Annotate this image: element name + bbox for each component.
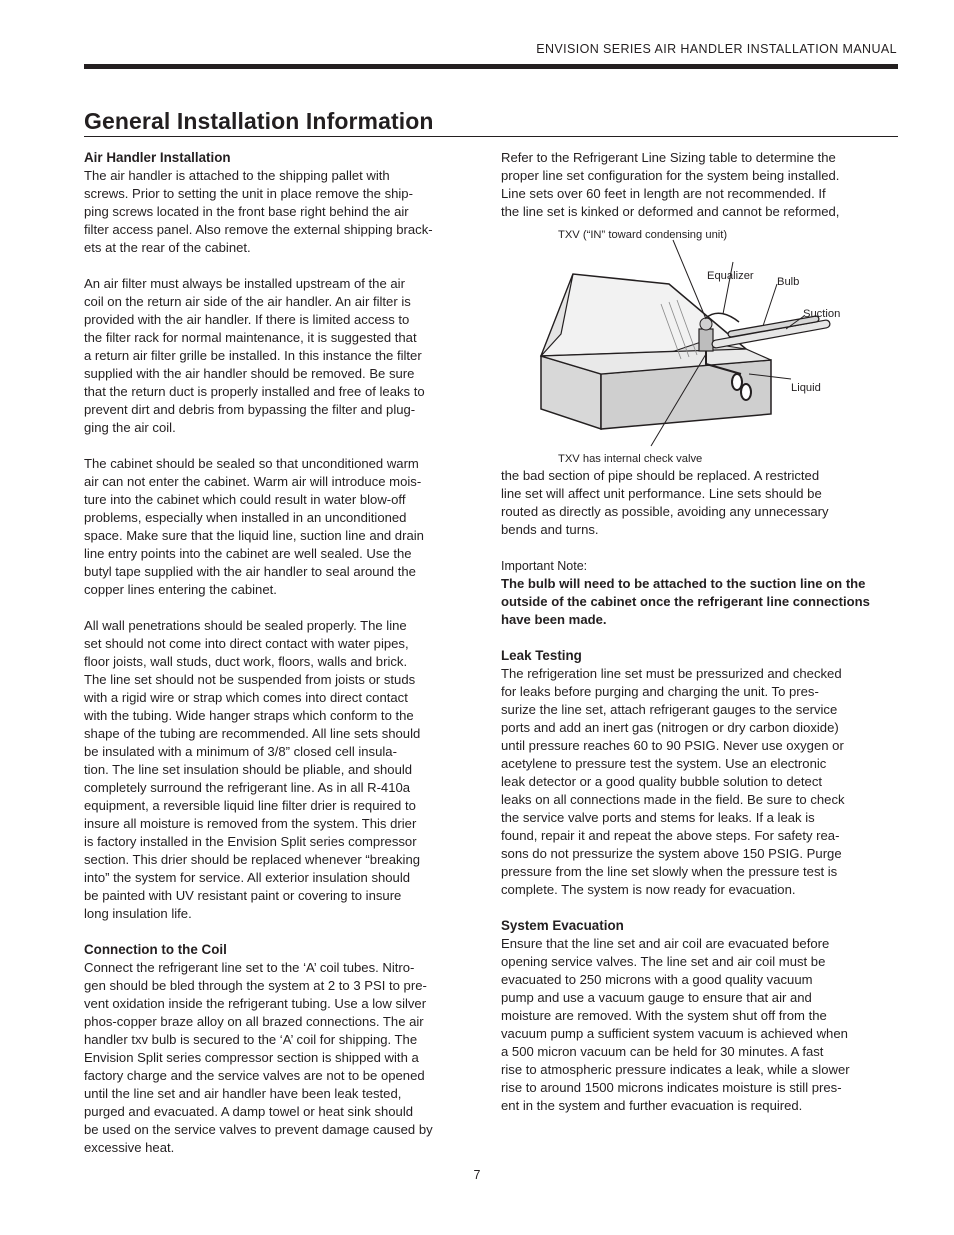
text-line: ent in the system and further evacuation is required. [501,1098,803,1113]
text-line: The cabinet should be sealed so that unconditioned warm [84,456,419,471]
text-line: handler txv bulb is secured to the ‘A’ coil for shipping. The [84,1032,418,1047]
text-line: butyl tape supplied with the air handler to seal around the [84,564,416,579]
text-line: section. This drier should be replaced whenever “breaking [84,852,421,867]
text-line: ging the air coil. [84,420,176,435]
text-line: purged and evacuated. A damp towel or heat sink should [84,1104,414,1119]
text-line: gen should be bled through the system at 2 to 3 PSI to pre- [84,978,427,993]
text-line: space. Make sure that the liquid line, suction line and drain [84,528,424,543]
label-equalizer: Equalizer [707,270,754,282]
manual-header-title: ENVISION SERIES AIR HANDLER INSTALLATION MANUAL [536,42,897,56]
section-heading-leak-testing: Leak Testing [501,648,582,663]
text-line: Line sets over 60 feet in length are not recommended. If [501,186,826,201]
text-line: for leaks before purging and charging the unit. To pres- [501,684,819,699]
text-line: is factory installed in the Envision Split series compressor [84,834,417,849]
text-line: line set will affect unit performance. Line sets should be [501,486,822,501]
text-line: be painted with UV resistant paint or covering to insure [84,888,402,903]
text-line: the service valve ports and stems for leaks. If a leak is [501,810,815,825]
figure-top-caption: TXV (“IN” toward condensing unit) [558,229,728,241]
text-line: excessive heat. [84,1140,175,1155]
text-line: the bad section of pipe should be replaced. A restricted [501,468,820,483]
txv-figure [501,224,901,467]
text-line: outside of the cabinet once the refrigerant line connections [501,594,870,609]
text-line: proper line set configuration for the system being installed. [501,168,840,183]
text-line: into” the system for service. All exterior insulation should [84,870,411,885]
text-line: ture into the cabinet which could result in water blow-off [84,492,406,507]
text-line: routed as directly as possible, avoiding any unnecessary [501,504,829,519]
text-line: Ensure that the line set and air coil are evacuated before [501,936,830,951]
text-line: opening service valves. The line set and air coil must be [501,954,826,969]
text-line: problems, especially when installed in an unconditioned [84,510,407,525]
page-number: 7 [473,1168,481,1182]
text-line: completely surround the refrigerant line. As in all R-410a [84,780,411,795]
label-liquid: Liquid [791,382,821,394]
text-line: coil on the return air side of the air handler. An air filter is [84,294,411,309]
label-bulb: Bulb [777,276,800,288]
paragraph [84,167,484,257]
text-line: a return air filter grille be installed. In this instance the filter [84,348,422,363]
text-line: vent oxidation inside the refrigerant tubing. Use a low silver [84,996,427,1011]
text-line: surize the line set, attach refrigerant gauges to the service [501,702,838,717]
text-line: copper lines entering the cabinet. [84,582,277,597]
txv-valve-body [699,329,713,351]
txv-head [700,318,712,330]
text-line: ports and add an inert gas (nitrogen or dry carbon dioxide) [501,720,839,735]
text-line: complete. The system is now ready for evacuation. [501,882,796,897]
label-suction: Suction [803,308,841,320]
paragraph [501,149,901,221]
text-line: Connect the refrigerant line set to the ‘A’ coil tubes. Nitro- [84,960,415,975]
text-line: leak detector or a good quality bubble solution to detect [501,774,823,789]
text-line: screws. Prior to setting the unit in place remove the ship- [84,186,413,201]
text-line: insure all moisture is removed from the system. This drier [84,816,417,831]
header-rule [84,64,898,69]
text-line: with a rigid wire or strap which comes into direct contact [84,690,408,705]
section-heading-air-handler-installation: Air Handler Installation [84,150,231,165]
important-note-text [501,575,901,629]
text-line: floor joists, wall studs, duct work, floors, walls and brick. [84,654,408,669]
paragraph [501,467,901,539]
paragraph [84,275,484,437]
text-line: Envision Split series compressor section is shipped with a [84,1050,419,1065]
text-line: supplied with the air handler should be removed. Be sure [84,366,415,381]
title-rule [84,136,898,137]
paragraph [84,455,484,599]
figure-bottom-caption: TXV has internal check valve [558,453,703,465]
text-line: sons do not pressurize the system above 150 PSIG. Purge [501,846,842,861]
text-line: pressure from the line set slowly when the pressure test is [501,864,838,879]
text-line: The refrigeration line set must be pressurized and checked [501,666,842,681]
text-line: until the line set and air handler have been leak tested, [84,1086,402,1101]
text-line: air can not enter the cabinet. Warm air will introduce mois- [84,474,422,489]
text-line: be used on the service valves to prevent damage caused by [84,1122,433,1137]
text-line: line entry points into the cabinet are well sealed. Use the [84,546,412,561]
port-ring [732,374,742,390]
text-line: prevent dirt and debris from bypassing the filter and plug- [84,402,416,417]
text-line: rise to around 1500 microns indicates moisture is still pres- [501,1080,842,1095]
paragraph [84,959,484,1157]
paragraph [501,935,901,1115]
text-line: found, repair it and repeat the above steps. For safety rea- [501,828,840,843]
text-line: the line set is kinked or deformed and cannot be reformed, [501,204,840,219]
right-column [501,149,901,1115]
air-handler-coil-illustration [501,224,901,467]
paragraph [84,617,484,923]
text-line: pump and use a vacuum gauge to ensure that air and [501,990,812,1005]
text-line: An air filter must always be installed upstream of the air [84,276,405,291]
page-title: General Installation Information [84,108,434,134]
text-line: The bulb will need to be attached to the suction line on the [501,576,866,591]
text-line: The line set should not be suspended from joists or studs [84,672,416,687]
text-line: factory charge and the service valves are not to be opened [84,1068,425,1083]
text-line: set should not come into direct contact with water pipes, [84,636,409,651]
text-line: moisture are removed. With the system shut off from the [501,1008,827,1023]
text-line: with the tubing. Wide hanger straps which conform to the [84,708,414,723]
text-line: ping screws located in the front base right behind the air [84,204,409,219]
text-line: shape of the tubing are recommended. All line sets should [84,726,421,741]
text-line: Refer to the Refrigerant Line Sizing table to determine the [501,150,836,165]
text-line: provided with the air handler. If there is limited access to [84,312,410,327]
text-line: long insulation life. [84,906,192,921]
paragraph [501,665,901,899]
text-line: the filter rack for normal maintenance, it is suggested that [84,330,417,345]
text-line: The air handler is attached to the shipping pallet with [84,168,390,183]
text-line: filter access panel. Also remove the external shipping brack- [84,222,433,237]
text-line: a 500 micron vacuum can be held for 30 minutes. A fast [501,1044,824,1059]
text-line: have been made. [501,612,607,627]
text-line: vacuum pump a sufficient system vacuum is achieved when [501,1026,848,1041]
text-line: that the return duct is properly installed and free of leaks to [84,384,425,399]
text-line: be insulated with a minimum of 3/8” closed cell insula- [84,744,397,759]
text-line: evacuated to 250 microns with a good quality vacuum [501,972,813,987]
text-line: leaks on all connections made in the field. Be sure to check [501,792,845,807]
port-ring [741,384,751,400]
text-line: bends and turns. [501,522,599,537]
text-line: All wall penetrations should be sealed properly. The line [84,618,407,633]
text-line: acetylene to pressure test the system. Use an electronic [501,756,827,771]
section-heading-system-evacuation: System Evacuation [501,918,624,933]
text-line: equipment, a reversible liquid line filter drier is required to [84,798,416,813]
section-heading-connection-to-coil: Connection to the Coil [84,942,227,957]
important-note-label: Important Note: [501,559,588,573]
text-line: phos-copper braze alloy on all brazed connections. The air [84,1014,424,1029]
text-line: rise to atmospheric pressure indicates a leak, while a slower [501,1062,850,1077]
text-line: ets at the rear of the cabinet. [84,240,251,255]
text-line: tion. The line set insulation should be pliable, and should [84,762,413,777]
text-line: until pressure reaches 60 to 90 PSIG. Never use oxygen or [501,738,844,753]
left-column [84,149,484,1157]
